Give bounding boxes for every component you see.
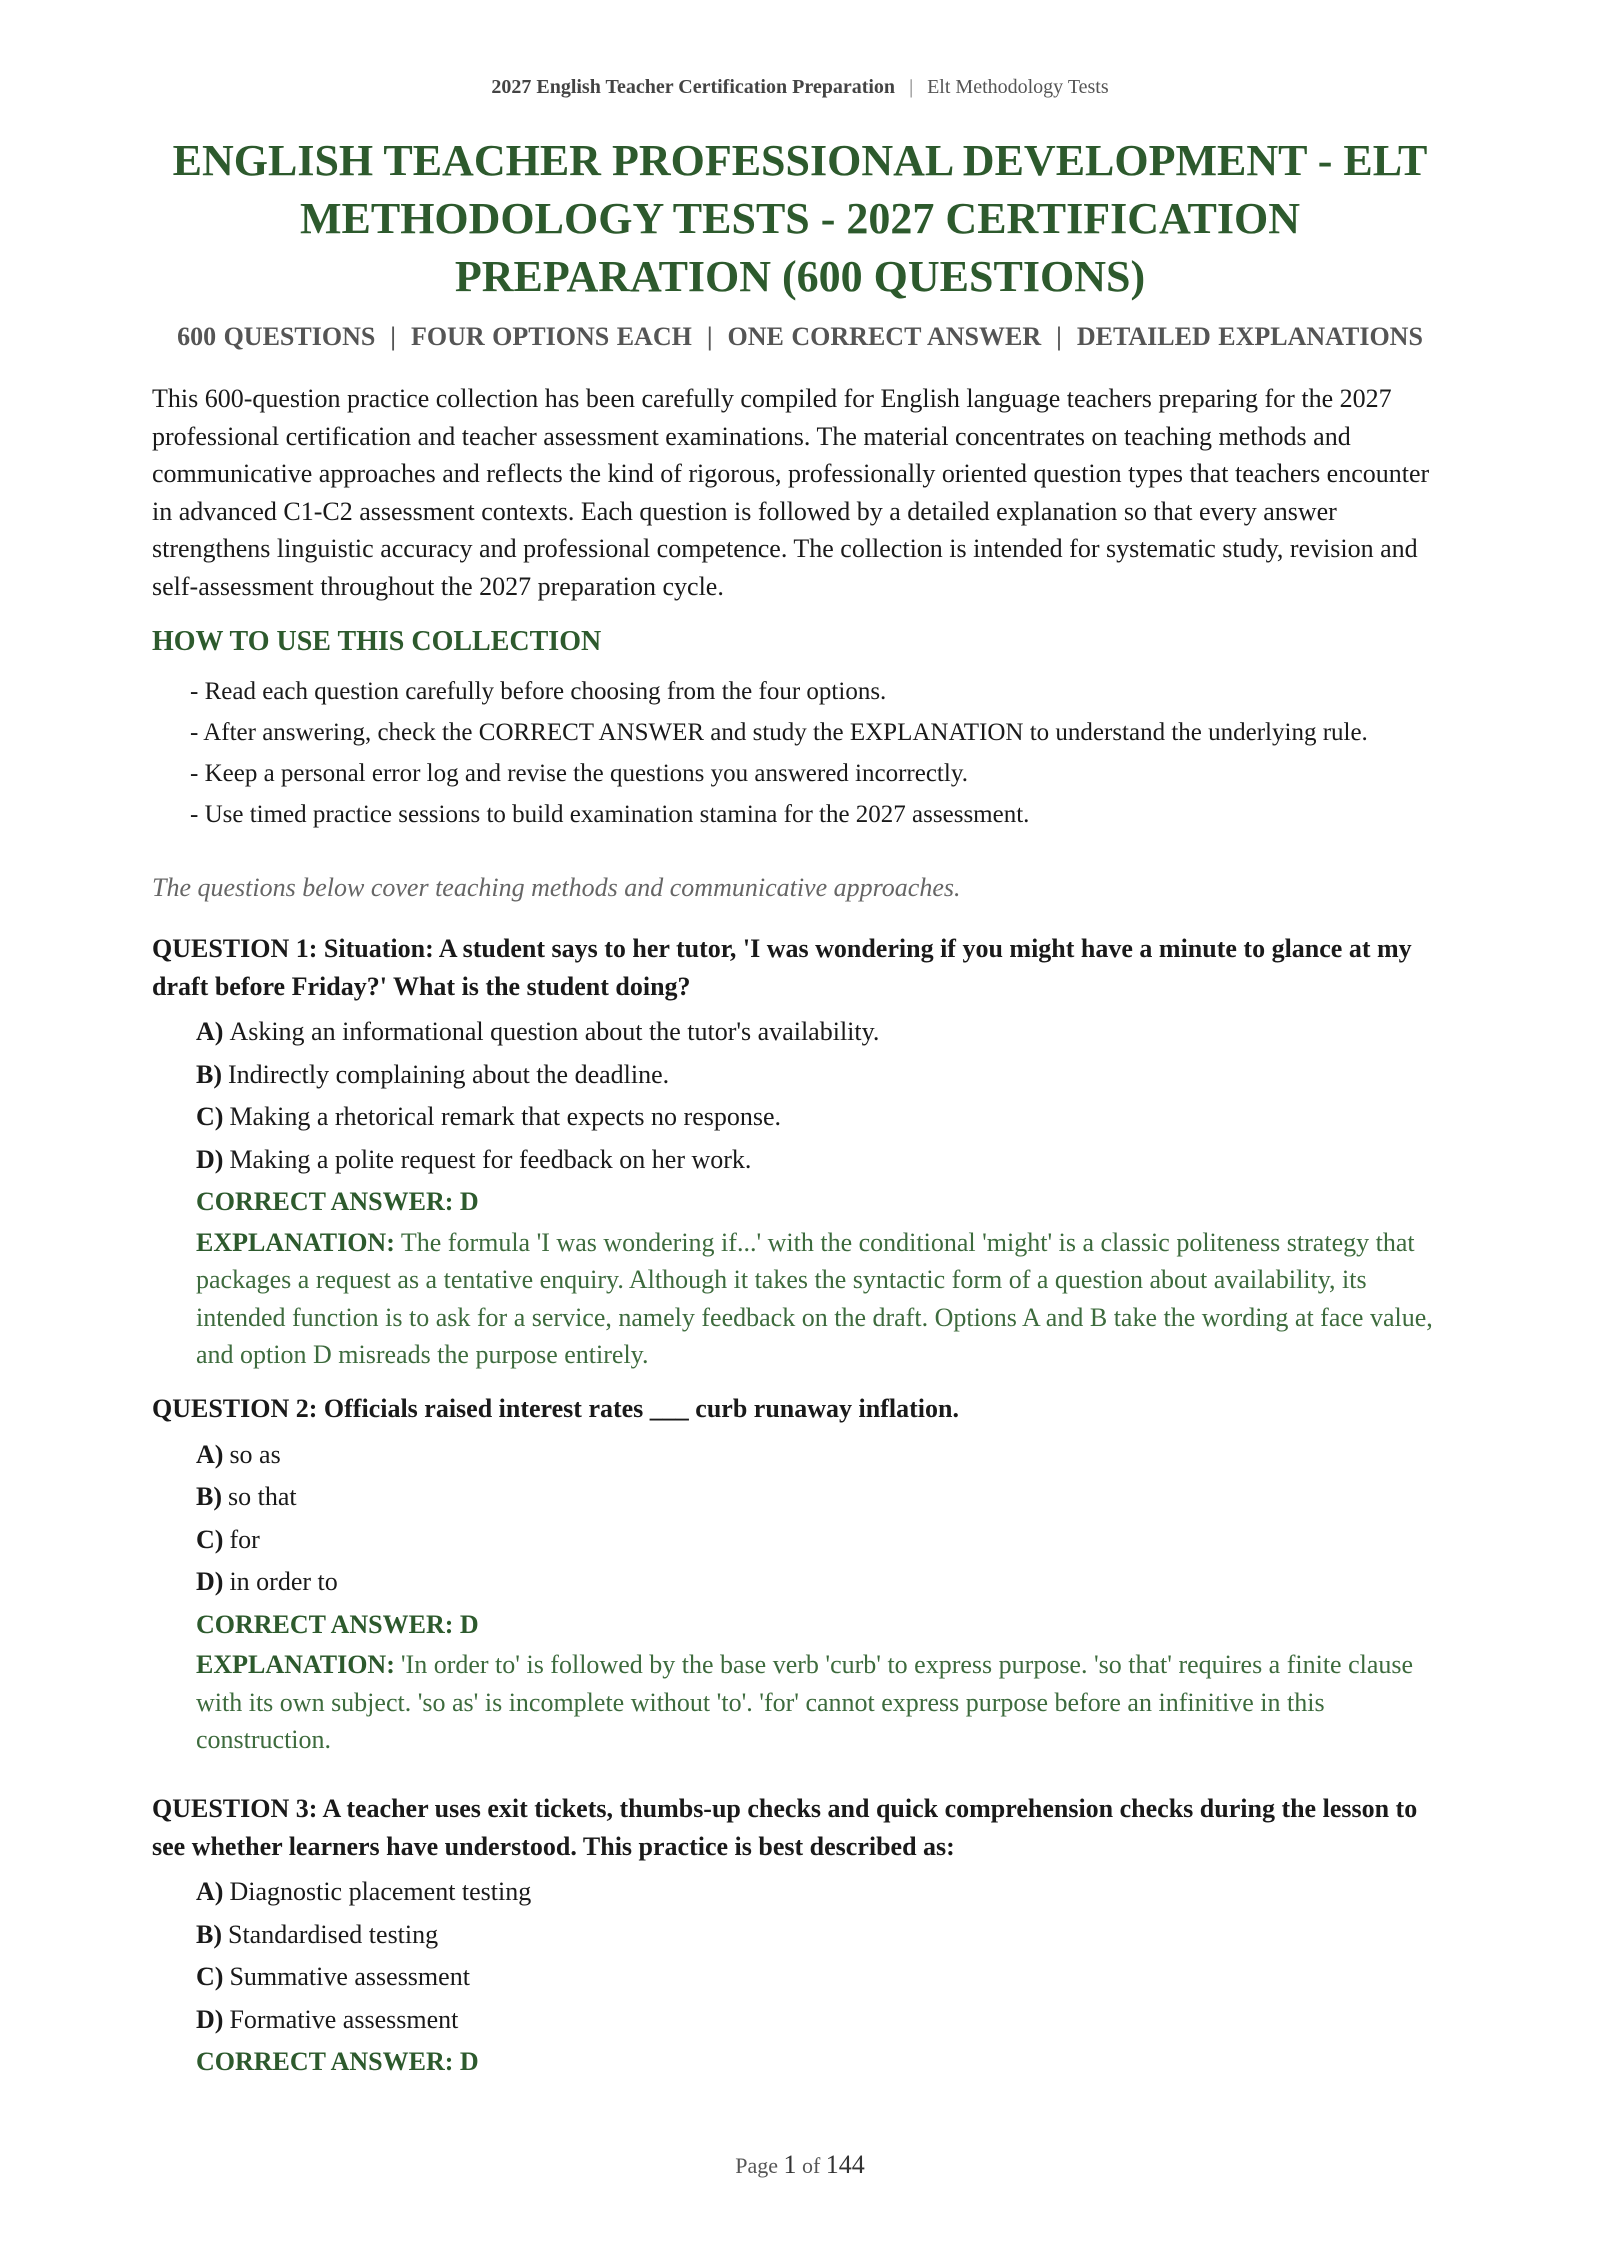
page-label: Page	[735, 2153, 778, 2178]
title-line: PREPARATION (600 QUESTIONS)	[454, 252, 1146, 301]
option-text: Indirectly complaining about the deadline.	[228, 1059, 670, 1089]
header-separator: |	[909, 76, 914, 98]
page-total: 144	[825, 2150, 865, 2179]
page-current: 1	[783, 2150, 797, 2179]
option-b	[196, 1054, 1452, 1097]
how-to-list	[190, 674, 1440, 838]
option-a	[196, 1434, 1452, 1477]
question-text: QUESTION 1: Situation: A student says to her tutor, 'I was wondering if you might have a minute to glance at my draft before Friday?' What is the student doing?	[152, 934, 1412, 1001]
option-text: for	[229, 1524, 260, 1554]
option-b	[196, 1914, 1452, 1957]
explanation-label: EXPLANATION:	[196, 1227, 395, 1257]
list-item: - Keep a personal error log and revise the questions you answered incorrectly.	[190, 760, 968, 787]
option-text: Asking an informational question about the tutor's availability.	[229, 1017, 880, 1046]
option-d	[196, 1139, 1452, 1182]
explanation	[196, 1646, 1452, 1759]
of-label: of	[801, 2153, 821, 2178]
option-text: Diagnostic placement testing	[229, 1877, 532, 1906]
option-c	[196, 1519, 1452, 1562]
option-text: so that	[228, 1482, 297, 1511]
option-text: Formative assessment	[229, 2004, 459, 2034]
title-line: METHODOLOGY TESTS - 2027 CERTIFICATION	[299, 194, 1301, 243]
option-letter: C)	[196, 1524, 224, 1554]
list-item: - Use timed practice sessions to build examination stamina for the 2027 assessment.	[190, 801, 1030, 828]
option-letter: C)	[196, 1102, 224, 1131]
option-letter: B)	[196, 1919, 222, 1949]
page-footer	[0, 2150, 1600, 2180]
question-block	[152, 1390, 1452, 1759]
option-letter: B)	[196, 1059, 222, 1089]
explanation	[196, 1224, 1452, 1374]
question-block	[152, 1790, 1452, 2084]
option-letter: D)	[196, 1144, 224, 1174]
option-letter: C)	[196, 1962, 224, 1991]
option-letter: A)	[196, 1439, 224, 1469]
option-letter: A)	[196, 1877, 224, 1906]
option-d	[196, 1561, 1452, 1604]
how-to-heading: HOW TO USE THIS COLLECTION	[152, 626, 602, 657]
question-text: QUESTION 3: A teacher uses exit tickets, thumbs-up checks and quick comprehension checks during the lesson to see whether learners have understood. This practice is best described as:	[152, 1794, 1418, 1861]
running-header	[0, 76, 1600, 99]
option-letter: D)	[196, 1567, 224, 1596]
option-text: Making a polite request for feedback on her work.	[229, 1144, 752, 1174]
option-text: in order to	[229, 1567, 338, 1596]
subtitle: 600 QUESTIONS | FOUR OPTIONS EACH | ONE CORRECT ANSWER | DETAILED EXPLANATIONS	[177, 322, 1423, 351]
question-block	[152, 930, 1452, 1374]
option-c	[196, 1096, 1452, 1139]
option-a	[196, 1871, 1452, 1914]
option-letter: B)	[196, 1482, 222, 1511]
page-title	[150, 132, 1450, 306]
explanation-text: The formula 'I was wondering if...' with the conditional 'might' is a classic politeness strategy that packages a request as a tentative enquiry. Although it takes the syntactic form of a question about availability, its intended function is to ask for a service, namely feedback on the draft. Options A and B take the wording at face value, and option D misreads the purpose entirely.	[196, 1227, 1433, 1369]
option-b	[196, 1476, 1452, 1519]
option-text: Making a rhetorical remark that expects no response.	[229, 1102, 782, 1131]
option-c	[196, 1956, 1452, 1999]
explanation-label: EXPLANATION:	[196, 1650, 395, 1679]
option-letter: D)	[196, 2004, 224, 2034]
intro-paragraph: This 600-question practice collection has been carefully compiled for English language teachers preparing for the 2027 professional certification and teacher assessment examinations. The material concentrates on teaching methods and communicative approaches and reflects the kind of rigorous, professionally oriented question types that teachers encounter in advanced C1-C2 assessment contexts. Each question is followed by a detailed explanation so that every answer strengthens linguistic accuracy and professional competence. The collection is intended for systematic study, revision and self-assessment throughout the 2027 preparation cycle.	[152, 384, 1430, 601]
header-left: 2027 English Teacher Certification Preparation	[491, 76, 896, 98]
question-text: QUESTION 2: Officials raised interest rates ___ curb runaway inflation.	[152, 1394, 959, 1423]
correct-answer: CORRECT ANSWER: D	[196, 2047, 479, 2076]
list-item: - Read each question carefully before choosing from the four options.	[190, 678, 887, 705]
option-a	[196, 1011, 1452, 1054]
correct-answer: CORRECT ANSWER: D	[196, 1609, 479, 1639]
title-line: ENGLISH TEACHER PROFESSIONAL DEVELOPMENT - ELT	[172, 136, 1428, 185]
header-right: Elt Methodology Tests	[927, 76, 1109, 98]
option-text: Summative assessment	[229, 1962, 470, 1991]
option-text: Standardised testing	[228, 1919, 439, 1949]
option-letter: A)	[196, 1017, 224, 1046]
correct-answer: CORRECT ANSWER: D	[196, 1187, 479, 1216]
list-item: - After answering, check the CORRECT ANSWER and study the EXPLANATION to understand the underlying rule.	[190, 719, 1368, 746]
explanation-text: 'In order to' is followed by the base verb 'curb' to express purpose. 'so that' requires a finite clause with its own subject. 'so as' is incomplete without 'to'. 'for' cannot express purpose before an infinitive in this construction.	[196, 1650, 1414, 1754]
scope-note: The questions below cover teaching methods and communicative approaches.	[152, 873, 961, 902]
option-text: so as	[229, 1439, 281, 1469]
option-d	[196, 1999, 1452, 2042]
